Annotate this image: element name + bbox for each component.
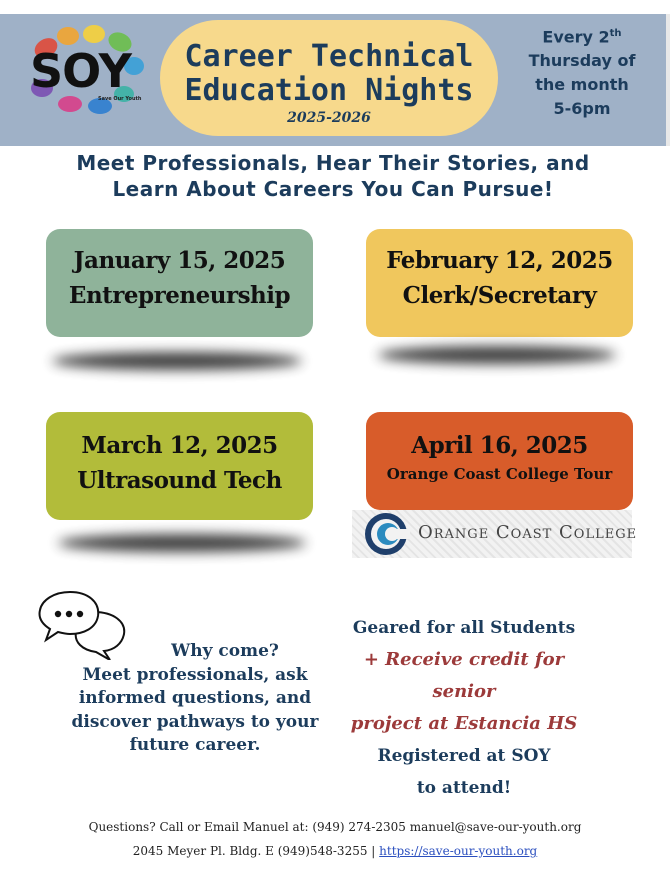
footer-address-row: [0, 839, 670, 863]
schedule-line-3: the month: [535, 75, 629, 95]
event-topic: Clerk/Secretary: [402, 282, 597, 309]
event-card-april: [366, 412, 633, 510]
event-card-january: [46, 229, 313, 337]
event-topic: Ultrasound Tech: [77, 467, 282, 494]
logo-subtitle: Save Our Youth: [98, 96, 142, 102]
schedule-line-1: Every 2: [542, 27, 610, 47]
schedule-time: 5-6pm: [553, 99, 611, 119]
registered-line-1: Registered at SOY: [377, 746, 551, 766]
card-shadow: [52, 352, 302, 370]
title-line-2: Education Nights: [184, 73, 474, 108]
tagline-line-2: Learn About Careers You Can Pursue!: [112, 177, 554, 201]
website-link[interactable]: https://save-our-youth.org: [379, 844, 538, 858]
why-line-3: discover pathways to your: [71, 711, 319, 732]
occ-logo-icon: [362, 511, 410, 557]
why-title: Why come?: [171, 641, 279, 661]
registered-line-2: to attend!: [416, 778, 512, 798]
tagline: [0, 150, 666, 202]
why-line-1: Meet professionals, ask: [82, 664, 308, 685]
geared-text: Geared for all Students: [352, 618, 576, 638]
audience-block: [336, 612, 592, 804]
event-topic: Orange Coast College Tour: [386, 465, 613, 483]
title-line-1: Career Technical: [184, 39, 474, 74]
footer: [0, 815, 670, 863]
credit-line-2: project at Estancia HS: [350, 713, 578, 734]
title-pill: [160, 20, 498, 136]
event-topic: Entrepreneurship: [68, 282, 291, 309]
footer-contact: Questions? Call or Email Manuel at: (949) 274-2305 manuel@save-our-youth.org: [88, 820, 582, 834]
event-card-february: [366, 229, 633, 337]
event-date: February 12, 2025: [386, 247, 613, 274]
why-come-block: [70, 640, 320, 758]
schedule-ordinal: th: [609, 28, 622, 39]
event-card-march: [46, 412, 313, 520]
logo-wordmark: SOY: [30, 44, 131, 98]
tagline-line-1: Meet Professionals, Hear Their Stories, and: [76, 151, 590, 175]
event-date: March 12, 2025: [81, 432, 278, 459]
event-date: April 16, 2025: [411, 432, 588, 459]
why-line-4: future career.: [129, 735, 261, 755]
schedule-line-2: Thursday of: [528, 51, 636, 71]
partner-name: Orange Coast College: [418, 522, 638, 543]
card-shadow: [58, 534, 306, 552]
card-shadow: [378, 346, 616, 364]
why-line-2: informed questions, and: [78, 688, 312, 708]
footer-address: 2045 Meyer Pl. Bldg. E (949)548-3255 |: [132, 844, 376, 858]
event-date: January 15, 2025: [73, 247, 286, 274]
program-year: 2025-2026: [287, 110, 371, 126]
credit-line-1: + Receive credit for senior: [363, 649, 565, 702]
schedule-info: [512, 22, 652, 121]
